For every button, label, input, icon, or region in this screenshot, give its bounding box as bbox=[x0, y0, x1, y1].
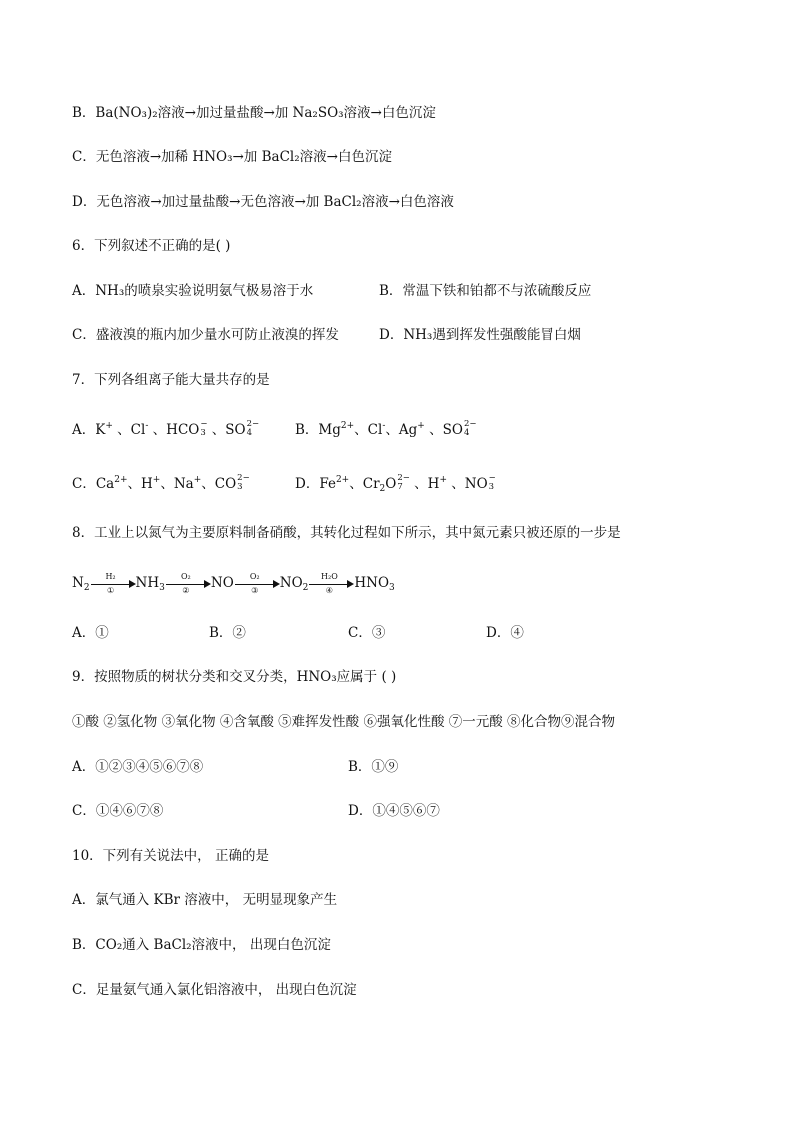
q9-option-c: C．①④⑥⑦⑧ bbox=[72, 803, 164, 819]
q8-stem: 8．工业上以氮气为主要原料制备硝酸，其转化过程如下所示，其中氮元素只被还原的一步是 bbox=[72, 525, 621, 541]
q5-option-d: D．无色溶液→加过量盐酸→无色溶液→加 BaCl₂溶液→白色溶液 bbox=[72, 194, 454, 210]
chain-no: NO bbox=[210, 575, 234, 591]
q9-option-d: D．①④⑤⑥⑦ bbox=[348, 803, 440, 819]
q8-option-b: B．② bbox=[209, 625, 246, 641]
q7-option-c-label: C． bbox=[72, 476, 96, 492]
arrow-step-1: H₂ ① bbox=[91, 574, 135, 594]
q10-option-c: C．足量氨气通入氯化铝溶液中， 出现白色沉淀 bbox=[72, 982, 357, 998]
q6-option-d: D．NH₃遇到挥发性强酸能冒白烟 bbox=[379, 327, 581, 343]
q7-option-b-label: B． bbox=[295, 422, 319, 438]
chain-n2: $N_2$ bbox=[72, 575, 90, 593]
q8-option-d: D．④ bbox=[486, 625, 524, 641]
q9-stem: 9．按照物质的树状分类和交叉分类，HNO₃应属于 ( ) bbox=[72, 669, 397, 685]
q10-option-a: A．氯气通入 KBr 溶液中， 无明显现象产生 bbox=[72, 892, 338, 908]
q5-option-b: B．Ba(NO₃)₂溶液→加过量盐酸→加 Na₂SO₃溶液→白色沉淀 bbox=[72, 105, 436, 121]
q8-conversion-chain bbox=[72, 573, 395, 594]
q7-option-d: D．$Fe^{2+}$、$Cr_2O$ 2− 7 、H+ 、NO − 3 bbox=[295, 472, 496, 494]
q6-option-c: C．盛液溴的瓶内加少量水可防止液溴的挥发 bbox=[72, 327, 339, 343]
q8-option-c: C．③ bbox=[348, 625, 386, 641]
q7-stem: 7．下列各组离子能大量共存的是 bbox=[72, 372, 270, 388]
q5-option-c: C．无色溶液→加稀 HNO₃→加 BaCl₂溶液→白色沉淀 bbox=[72, 149, 392, 165]
arrow-step-2: O₂ ② bbox=[166, 574, 210, 594]
q6-option-b: B．常温下铁和铂都不与浓硫酸反应 bbox=[379, 283, 592, 299]
q7-option-b: B．$Mg^{2+}$、Cl-、Ag+ 、SO 2− 4 bbox=[295, 418, 477, 438]
q10-stem: 10．下列有关说法中， 正确的是 bbox=[72, 848, 269, 864]
q6-option-a: A．NH₃的喷泉实验说明氨气极易溶于水 bbox=[72, 283, 314, 299]
q7-option-d-label: D． bbox=[295, 476, 320, 492]
q7-option-a-label: A． bbox=[72, 422, 96, 438]
chain-nh3: $NH_3$ bbox=[135, 575, 165, 593]
q7-option-c: C．$Ca^{2+}$、H+、Na+、CO 2− 3 bbox=[72, 472, 250, 492]
q7-option-a: A．K+ 、Cl- 、HCO − 3 、SO 2− 4 bbox=[72, 418, 260, 438]
q9-option-b: B．①⑨ bbox=[348, 759, 399, 775]
q10-option-b: B．CO₂通入 BaCl₂溶液中， 出现白色沉淀 bbox=[72, 937, 331, 953]
q8-option-a: A．① bbox=[72, 625, 109, 641]
chain-no2: $NO_2$ bbox=[279, 575, 309, 593]
q6-stem: 6．下列叙述不正确的是( ) bbox=[72, 238, 231, 254]
q9-option-a: A．①②③④⑤⑥⑦⑧ bbox=[72, 759, 204, 775]
chain-hno3: $HNO_3$ bbox=[354, 575, 395, 593]
arrow-step-4: H₂O ④ bbox=[309, 574, 353, 594]
arrow-step-3: O₂ ③ bbox=[235, 574, 279, 594]
q9-items: ①酸 ②氢化物 ③氧化物 ④含氧酸 ⑤难挥发性酸 ⑥强氧化性酸 ⑦一元酸 ⑧化合物⑨混合物 bbox=[72, 714, 616, 730]
